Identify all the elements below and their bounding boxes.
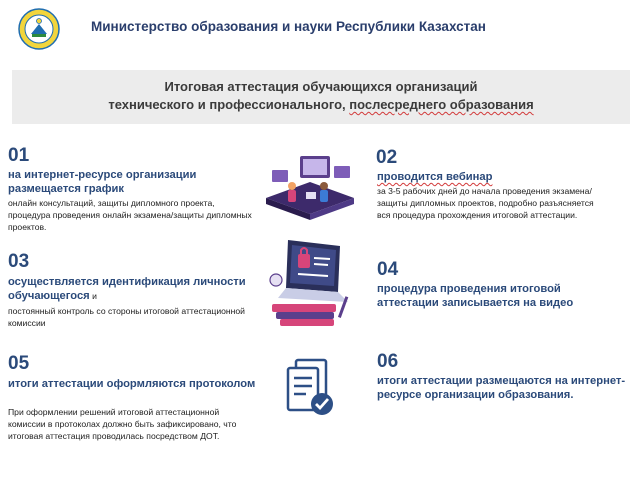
webinar-illustration-icon	[262, 148, 358, 224]
step-01-heading: на интернет-ресурсе организации размещается график	[8, 169, 197, 195]
step-05-number: 05	[8, 353, 30, 374]
step-01-description: онлайн консультаций, защиты дипломного проекта, процедура проведения онлайн экзамена/защиты дипломных проектов.	[8, 198, 252, 232]
step-02-number: 02	[376, 147, 398, 168]
step-03-description: постоянный контроль со стороны итоговой аттестационной комиссии	[8, 306, 245, 328]
emblem-logo-icon	[14, 8, 64, 50]
step-02-heading: проводится вебинар	[377, 171, 493, 183]
laptop-lock-illustration-icon	[258, 236, 358, 332]
step-06-number: 06	[377, 351, 399, 372]
step-03-number: 03	[8, 251, 30, 272]
step-02-description: за 3-5 рабочих дней до начала проведения экзамена/защиты дипломных проектов, подробно разъясняется вся процедура прохождения итоговой аттестации.	[377, 186, 594, 220]
page-title-line-2-part-2: послесреднего образования	[349, 97, 534, 112]
step-03-heading-text: осуществляется идентификация личности обучающегося	[8, 276, 246, 302]
step-03-heading	[8, 275, 258, 303]
step-05-heading: итоги аттестации оформляются протоколом	[8, 378, 256, 390]
page-title-line-2	[12, 97, 630, 112]
step-03-heading-suffix: и	[89, 291, 97, 301]
step-04-heading: процедура проведения итоговой аттестации записывается на видео	[377, 283, 574, 309]
step-06-heading: итоги аттестации размещаются на интернет-ресурсе организации образования.	[377, 375, 626, 401]
ministry-name: Министерство образования и науки Республики Казахстан	[91, 19, 486, 34]
document-check-icon	[284, 358, 340, 420]
step-05-description: При оформлении решений итоговой аттестационной комиссии в протоколах должно быть зафиксировано, что итоговая аттестация проводилась посредством ДОТ.	[8, 407, 237, 441]
page-title-line-2-part-1: технического и профессионального,	[108, 97, 350, 112]
step-01-number: 01	[8, 145, 30, 166]
step-04-number: 04	[377, 259, 399, 280]
page-title-line-1: Итоговая аттестация обучающихся организаций	[164, 79, 478, 94]
